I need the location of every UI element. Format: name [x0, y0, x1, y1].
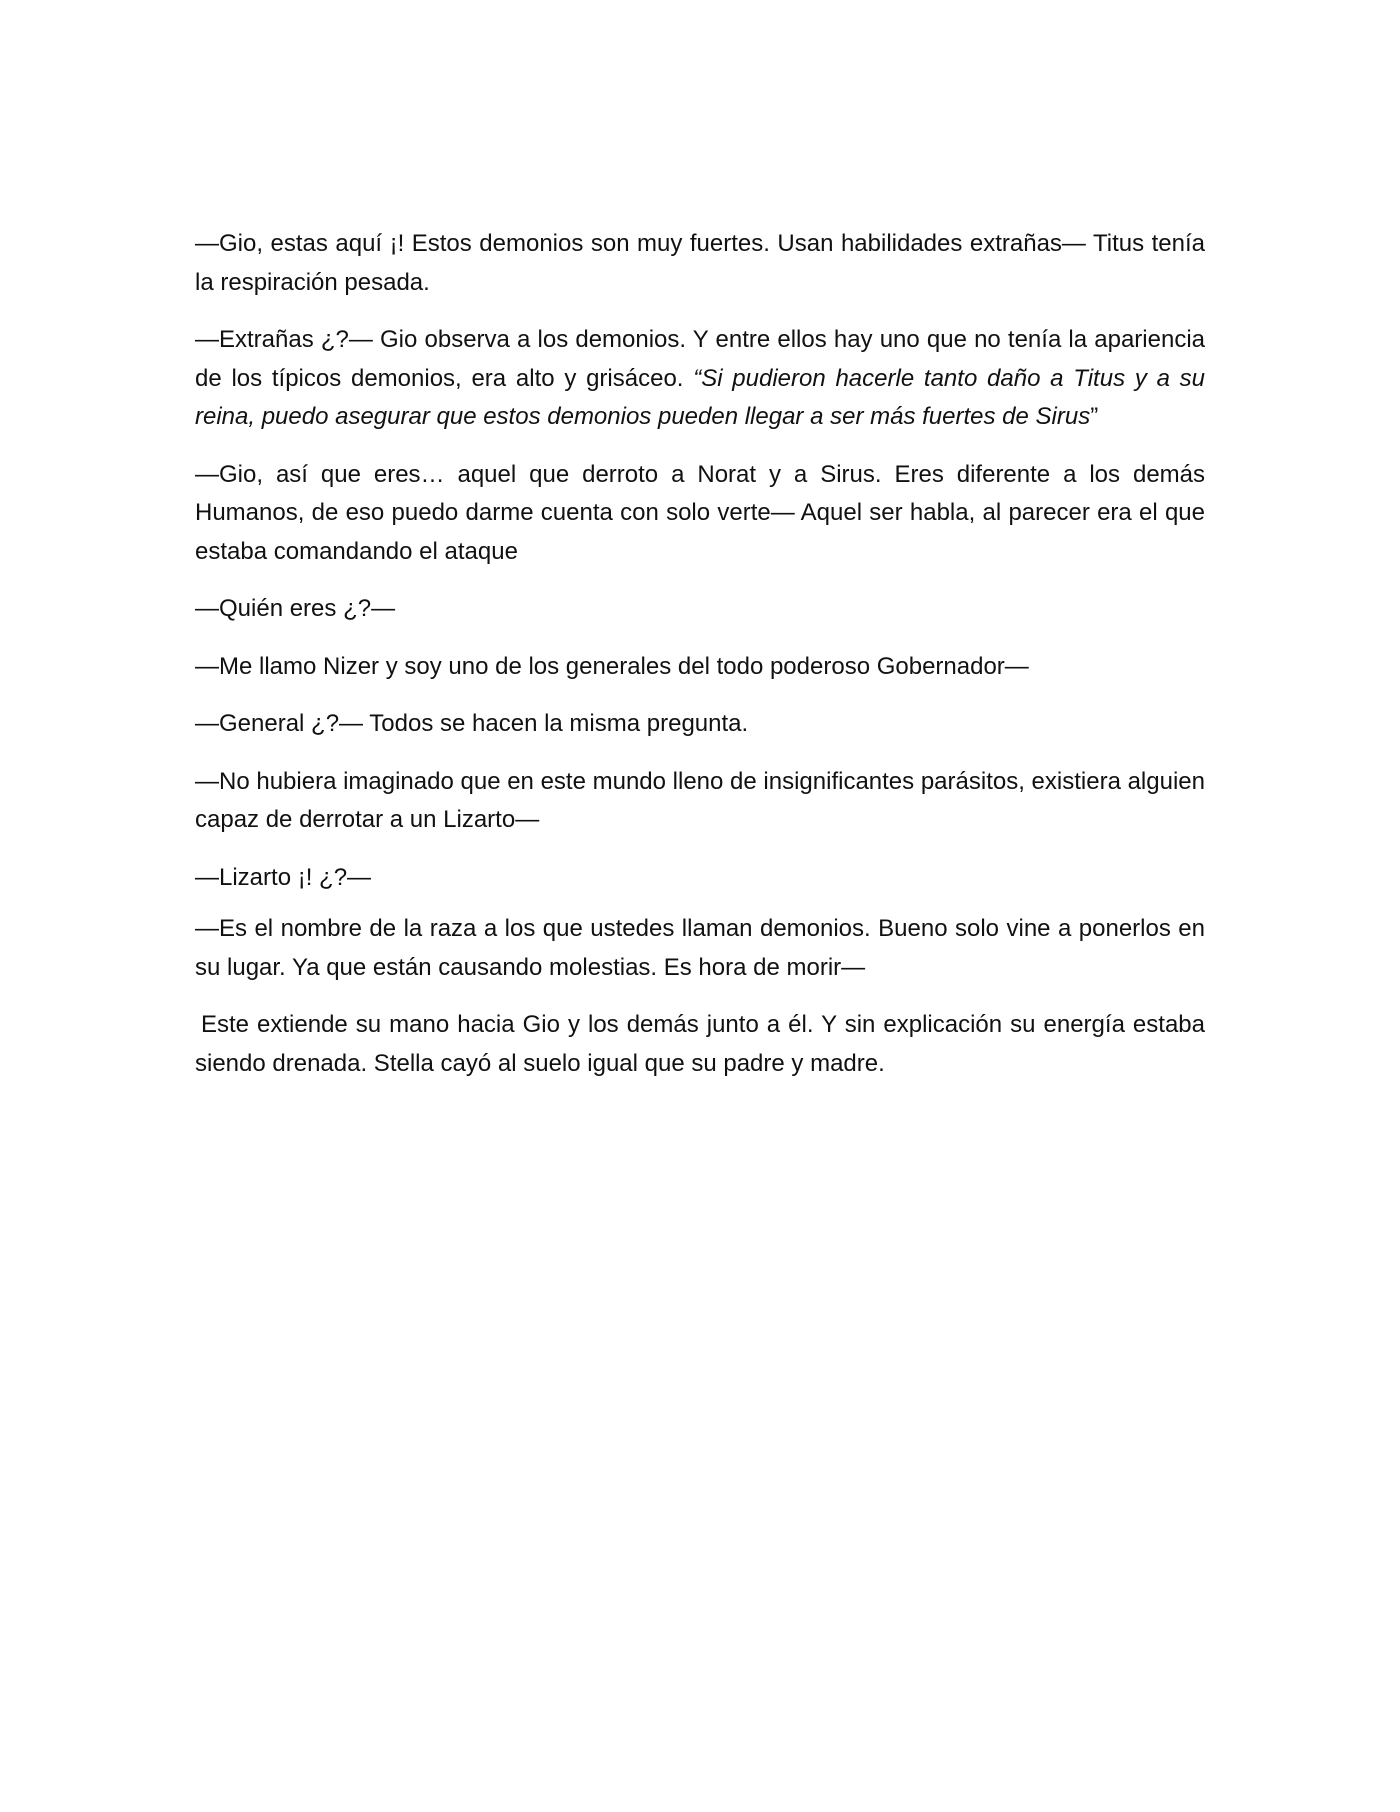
paragraph-2-text: —Extrañas ¿?— Gio observa a los demonios. Y entre ellos hay uno que no tenía la apariencia de los típicos demonios, era alto y grisáceo. — [195, 326, 1205, 392]
document-body — [195, 225, 1205, 1102]
paragraph-10: Este extiende su mano hacia Gio y los demás junto a él. Y sin explicación su energía estaba siendo drenada. Stella cayó al suelo igual que su padre y madre. — [195, 1011, 1205, 1077]
paragraph-2-italic-thought: “Si pudieron hacerle tanto daño a Titus y a su reina, puedo asegurar que estos demonios pueden llegar a ser más fuertes de Sirus — [195, 364, 1206, 430]
paragraph-5: —Me llamo Nizer y soy uno de los generales del todo poderoso Gobernador— — [195, 652, 1029, 680]
paragraph-3: —Gio, así que eres… aquel que derroto a Norat y a Sirus. Eres diferente a los demás Humanos, de eso puedo darme cuenta con solo verte— Aquel ser habla, al parecer era el que estaba comandando el ataque — [195, 460, 1205, 565]
paragraph-2 — [195, 321, 1205, 437]
paragraph-7: —No hubiera imaginado que en este mundo lleno de insignificantes parásitos, existiera alguien capaz de derrotar a un Lizarto— — [195, 767, 1205, 833]
paragraph-4: —Quién eres ¿?— — [195, 595, 396, 622]
paragraph-1: —Gio, estas aquí ¡! Estos demonios son muy fuertes. Usan habilidades extrañas— Titus tenía la respiración pesada. — [195, 230, 1205, 296]
paragraph-9: —Es el nombre de la raza a los que ustedes llaman demonios. Bueno solo vine a ponerlos en su lugar. Ya que están causando molestias. Es hora de morir— — [195, 915, 1205, 981]
paragraph-2-closing-quote: ” — [1090, 403, 1099, 430]
paragraph-6: —General ¿?— Todos se hacen la misma pregunta. — [195, 710, 749, 737]
paragraph-8: —Lizarto ¡! ¿?— — [195, 863, 372, 891]
